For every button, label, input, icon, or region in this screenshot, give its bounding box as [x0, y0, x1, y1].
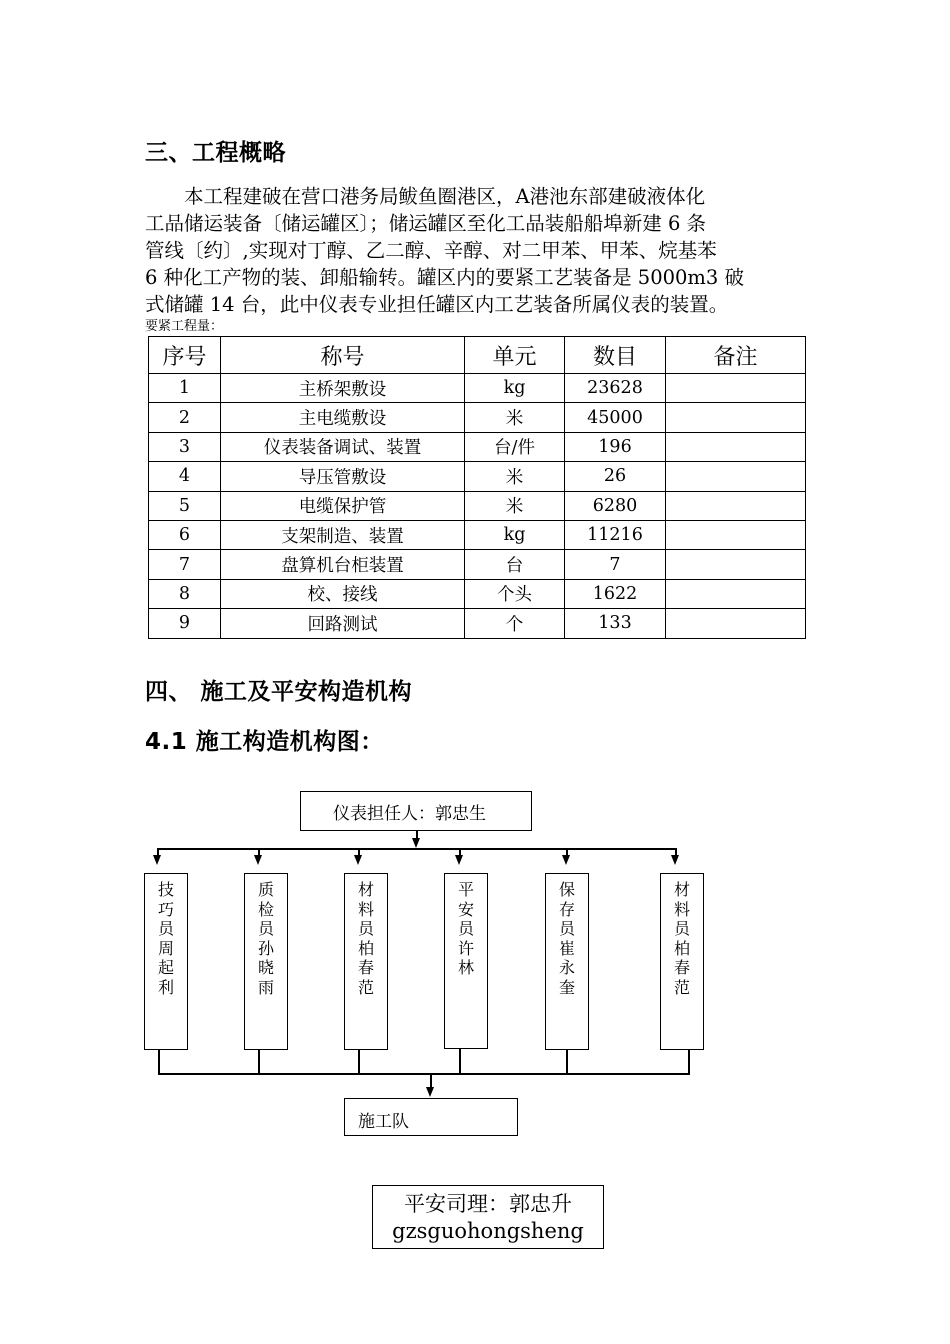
table-cell: 6 — [149, 520, 221, 549]
table-cell: 1 — [149, 374, 221, 403]
table-cell — [666, 374, 806, 403]
table-cell: 米 — [465, 462, 565, 491]
org-member-box — [244, 873, 288, 1050]
subsection-heading-org-chart: 4.1 施工构造机构图： — [145, 729, 384, 755]
safety-manager-pinyin: gzsguohongsheng — [392, 1219, 584, 1243]
section-heading-organization: 四、 施工及平安构造机构 — [145, 679, 413, 705]
connector-line — [459, 1048, 461, 1074]
paragraph-line: 本工程建破在营口港务局鲅鱼圈港区，A港池东部建破液体化 — [145, 185, 706, 208]
table-cell: 回路测试 — [221, 609, 465, 638]
org-member-label: 材料员柏春范 — [674, 880, 691, 997]
header-cell: 称号 — [221, 337, 465, 374]
table-cell — [666, 609, 806, 638]
org-member-box — [344, 873, 388, 1050]
table-cell — [666, 491, 806, 520]
arrow-down-icon — [671, 855, 679, 865]
org-member-box — [444, 873, 488, 1049]
table-cell: 校、接线 — [221, 579, 465, 608]
org-member-label: 材料员柏春范 — [358, 880, 375, 997]
section-heading-overview: 三、工程概略 — [145, 140, 286, 166]
overview-paragraph — [145, 183, 807, 318]
table-cell: 7 — [149, 550, 221, 579]
table-cell: kg — [465, 520, 565, 549]
header-cell: 单元 — [465, 337, 565, 374]
arrow-down-icon — [426, 1087, 434, 1097]
table-cell: 2 — [149, 403, 221, 432]
org-member-label: 质检员孙晓雨 — [258, 880, 275, 997]
connector-line — [158, 1049, 160, 1074]
table-cell: 米 — [465, 491, 565, 520]
table-header-row — [149, 337, 806, 374]
table-cell: 盘算机台柜装置 — [221, 550, 465, 579]
safety-manager-name: 平安司理：郭忠升 — [404, 1192, 572, 1216]
arrow-down-icon — [412, 838, 420, 848]
org-member-box — [144, 873, 188, 1050]
table-cell: 主桥架敷设 — [221, 374, 465, 403]
table-row — [149, 520, 806, 549]
org-member-box — [660, 873, 704, 1050]
table-row — [149, 550, 806, 579]
table-row — [149, 462, 806, 491]
table-cell: 133 — [565, 609, 666, 638]
table-cell: 8 — [149, 579, 221, 608]
org-top-box: 仪表担任人：郭忠生 — [300, 791, 532, 831]
table-cell — [666, 579, 806, 608]
table-cell: 个头 — [465, 579, 565, 608]
table-cell: 196 — [565, 432, 666, 461]
table-cell: 5 — [149, 491, 221, 520]
table-cell: 3 — [149, 432, 221, 461]
table-cell: 23628 — [565, 374, 666, 403]
connector-line — [688, 1049, 690, 1074]
org-member-label: 保存员崔永奎 — [559, 880, 576, 997]
connector-line — [358, 1049, 360, 1074]
table-cell: 7 — [565, 550, 666, 579]
quantity-table — [148, 336, 806, 639]
table-cell: 26 — [565, 462, 666, 491]
paragraph-line: 6 种化工产物的装、卸船输转。罐区内的要紧工艺装备是 5000m3 破 — [145, 266, 745, 289]
org-bottom-box: 施工队 — [344, 1098, 518, 1136]
header-cell: 数目 — [565, 337, 666, 374]
table-caption: 要紧工程量： — [145, 319, 224, 334]
table-cell — [666, 403, 806, 432]
table-cell: 米 — [465, 403, 565, 432]
org-member-label: 平安员许林 — [458, 880, 475, 977]
table-cell — [666, 462, 806, 491]
table-cell: 导压管敷设 — [221, 462, 465, 491]
safety-manager-box — [372, 1185, 604, 1249]
header-cell: 备注 — [666, 337, 806, 374]
org-member-box — [545, 873, 589, 1050]
arrow-down-icon — [153, 855, 161, 865]
table-cell: 45000 — [565, 403, 666, 432]
table-row — [149, 432, 806, 461]
table-cell: 1622 — [565, 579, 666, 608]
table-row — [149, 579, 806, 608]
table-cell: 电缆保护管 — [221, 491, 465, 520]
arrow-down-icon — [562, 855, 570, 865]
table-cell — [666, 520, 806, 549]
table-cell — [666, 550, 806, 579]
connector-line — [430, 1073, 432, 1088]
table-row — [149, 374, 806, 403]
table-cell: 台/件 — [465, 432, 565, 461]
table-cell: 6280 — [565, 491, 666, 520]
table-row — [149, 491, 806, 520]
paragraph-line: 式储罐 14 台，此中仪表专业担任罐区内工艺装备所属仪表的装置。 — [145, 293, 729, 316]
arrow-down-icon — [455, 855, 463, 865]
header-cell: 序号 — [149, 337, 221, 374]
table-row — [149, 609, 806, 638]
table-cell: 支架制造、装置 — [221, 520, 465, 549]
table-cell: 个 — [465, 609, 565, 638]
table-cell: 9 — [149, 609, 221, 638]
paragraph-line: 管线〔约〕,实现对丁醇、乙二醇、辛醇、对二甲苯、甲苯、烷基苯 — [145, 239, 717, 262]
table-cell: 仪表装备调试、装置 — [221, 432, 465, 461]
paragraph-line: 工品储运装备〔储运罐区〕；储运罐区至化工品装船船埠新建 6 条 — [145, 212, 707, 235]
table-cell — [666, 432, 806, 461]
connector-line — [157, 848, 677, 850]
table-cell: 主电缆敷设 — [221, 403, 465, 432]
table-row — [149, 403, 806, 432]
connector-line — [158, 1073, 690, 1075]
table-cell: 11216 — [565, 520, 666, 549]
arrow-down-icon — [254, 855, 262, 865]
org-member-label: 技巧员周起利 — [158, 880, 175, 997]
table-cell: 台 — [465, 550, 565, 579]
table-cell: 4 — [149, 462, 221, 491]
arrow-down-icon — [354, 855, 362, 865]
connector-line — [566, 1049, 568, 1074]
table-cell: kg — [465, 374, 565, 403]
connector-line — [258, 1049, 260, 1074]
